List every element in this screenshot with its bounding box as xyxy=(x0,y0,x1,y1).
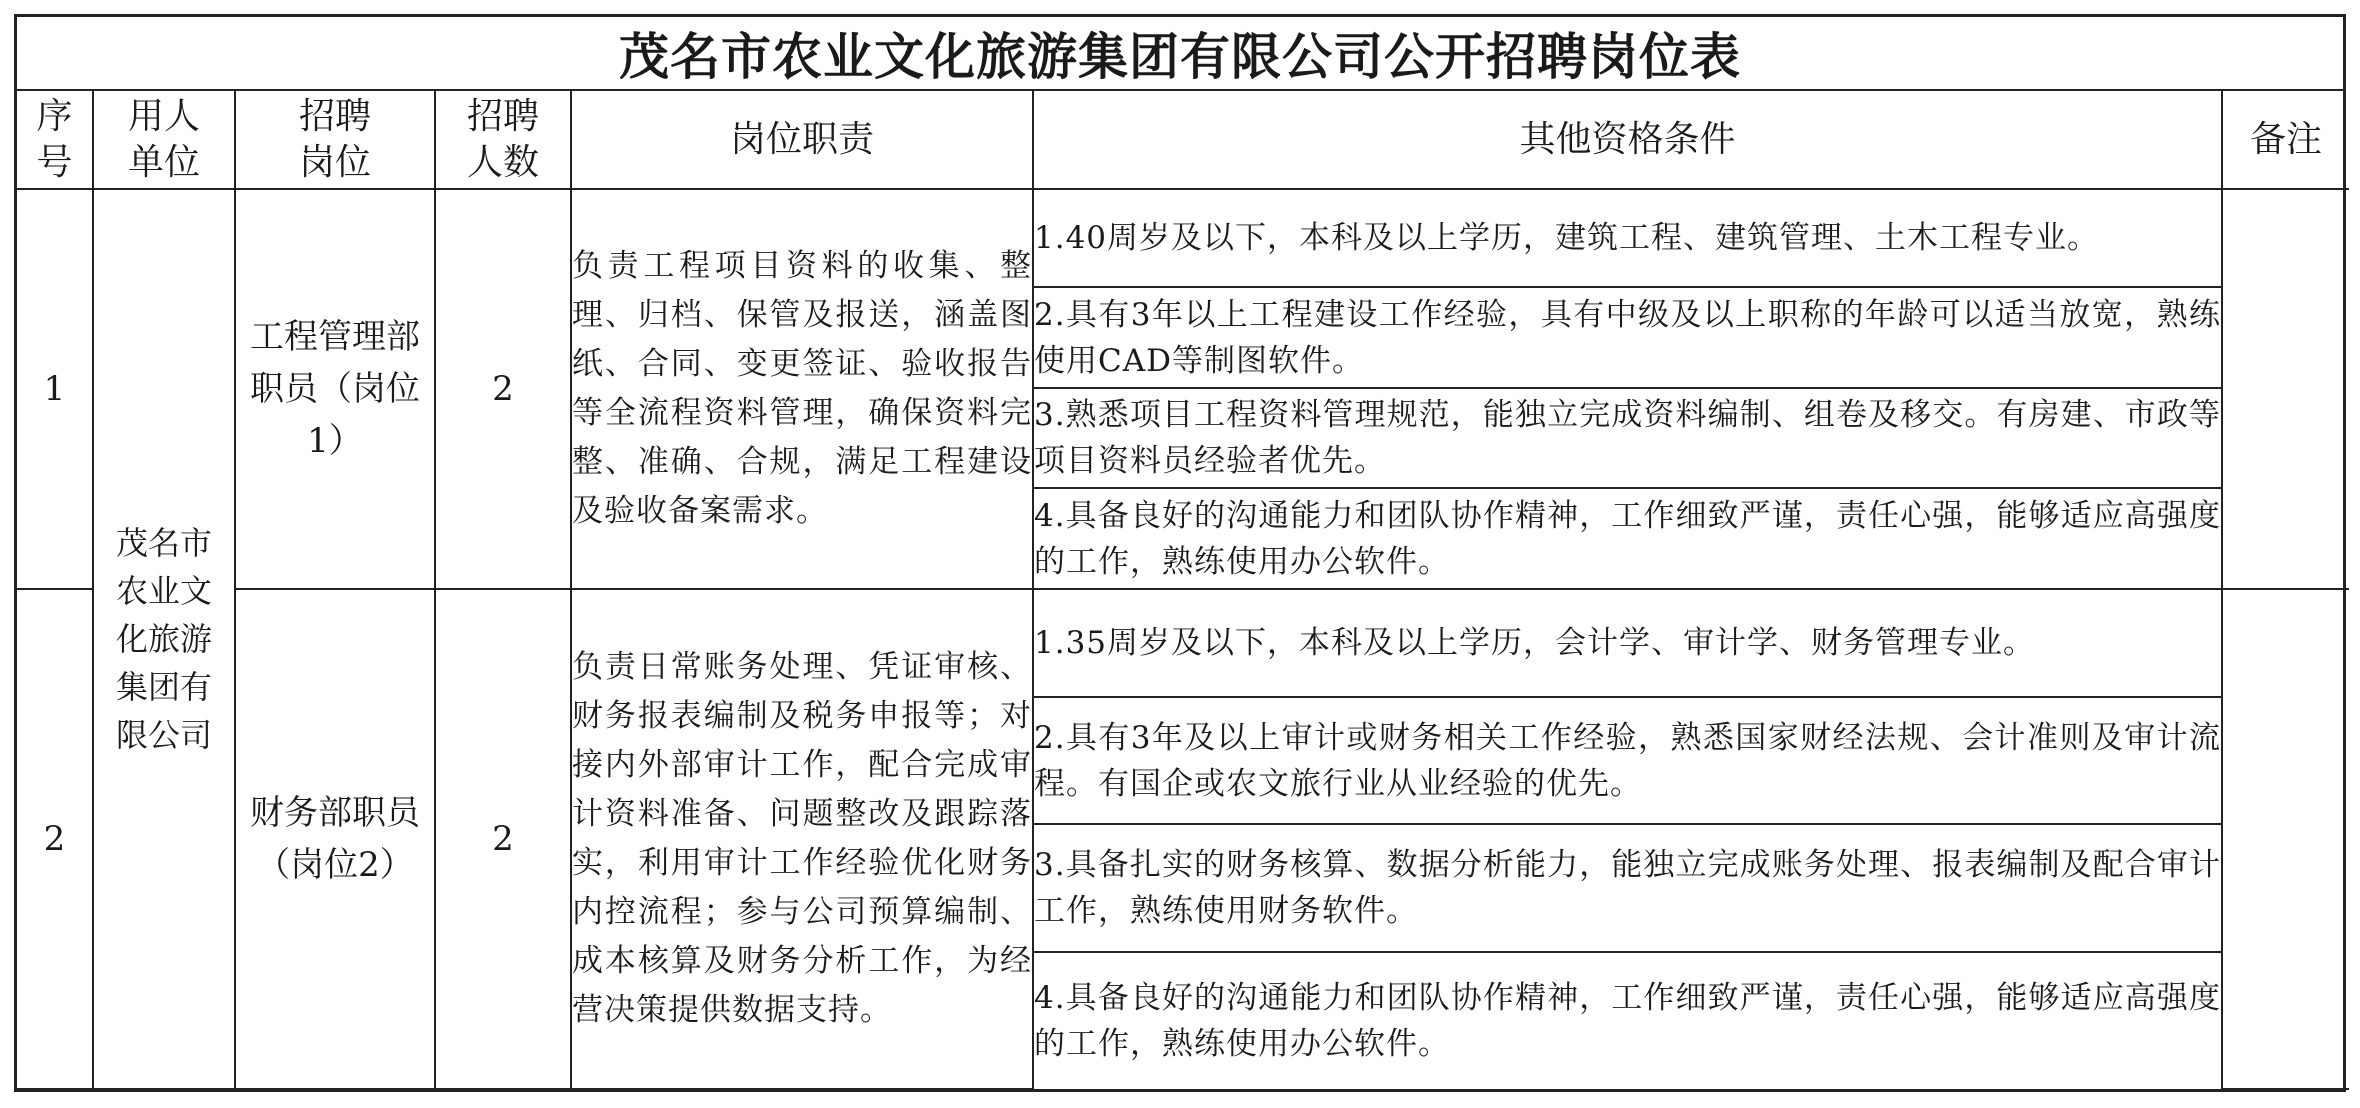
row-position: 工程管理部 职员（岗位 1） xyxy=(235,189,435,589)
row-condition: 4.具备良好的沟通能力和团队协作精神，工作细致严谨，责任心强，能够适应高强度的工作，熟练使用办公软件。 xyxy=(1033,488,2222,589)
row-remarks xyxy=(2222,589,2349,1089)
header-seq: 序 号 xyxy=(17,91,93,189)
table-row xyxy=(17,189,2349,287)
employer-unit: 茂名市 农业文 化旅游 集团有 限公司 xyxy=(93,189,235,1089)
row-condition: 3.具备扎实的财务核算、数据分析能力，能独立完成账务处理、报表编制及配合审计工作，熟练使用财务软件。 xyxy=(1033,824,2222,952)
row-count: 2 xyxy=(435,589,571,1089)
header-unit: 用人 单位 xyxy=(93,91,235,189)
header-row xyxy=(17,91,2349,189)
row-condition: 1.35周岁及以下，本科及以上学历，会计学、审计学、财务管理专业。 xyxy=(1033,589,2222,697)
row-condition: 1.40周岁及以下，本科及以上学历，建筑工程、建筑管理、土木工程专业。 xyxy=(1033,189,2222,287)
row-condition: 2.具有3年及以上审计或财务相关工作经验，熟悉国家财经法规、会计准则及审计流程。有国企或农文旅行业从业经验的优先。 xyxy=(1033,697,2222,824)
recruitment-document xyxy=(14,14,2346,1092)
header-remarks: 备注 xyxy=(2222,91,2349,189)
row-condition: 2.具有3年以上工程建设工作经验，具有中级及以上职称的年龄可以适当放宽，熟练使用CAD等制图软件。 xyxy=(1033,287,2222,388)
row-condition: 3.熟悉项目工程资料管理规范，能独立完成资料编制、组卷及移交。有房建、市政等项目资料员经验者优先。 xyxy=(1033,388,2222,488)
header-position: 招聘 岗位 xyxy=(235,91,435,189)
row-condition: 4.具备良好的沟通能力和团队协作精神，工作细致严谨，责任心强，能够适应高强度的工作，熟练使用办公软件。 xyxy=(1033,952,2222,1089)
row-duties: 负责日常账务处理、凭证审核、财务报表编制及税务申报等；对接内外部审计工作，配合完成审计资料准备、问题整改及跟踪落实，利用审计工作经验优化财务内控流程；参与公司预算编制、成本核算及财务分析工作，为经营决策提供数据支持。 xyxy=(571,589,1033,1089)
row-count: 2 xyxy=(435,189,571,589)
document-title: 茂名市农业文化旅游集团有限公司公开招聘岗位表 xyxy=(17,17,2343,91)
row-position: 财务部职员 （岗位2） xyxy=(235,589,435,1089)
table-row xyxy=(17,589,2349,697)
row-seq: 1 xyxy=(17,189,93,589)
row-seq: 2 xyxy=(17,589,93,1089)
header-qualifications: 其他资格条件 xyxy=(1033,91,2222,189)
recruitment-table xyxy=(17,91,2349,1090)
header-count: 招聘 人数 xyxy=(435,91,571,189)
row-duties: 负责工程项目资料的收集、整理、归档、保管及报送，涵盖图纸、合同、变更签证、验收报告等全流程资料管理，确保资料完整、准确、合规，满足工程建设及验收备案需求。 xyxy=(571,189,1033,589)
row-remarks xyxy=(2222,189,2349,589)
header-duties: 岗位职责 xyxy=(571,91,1033,189)
